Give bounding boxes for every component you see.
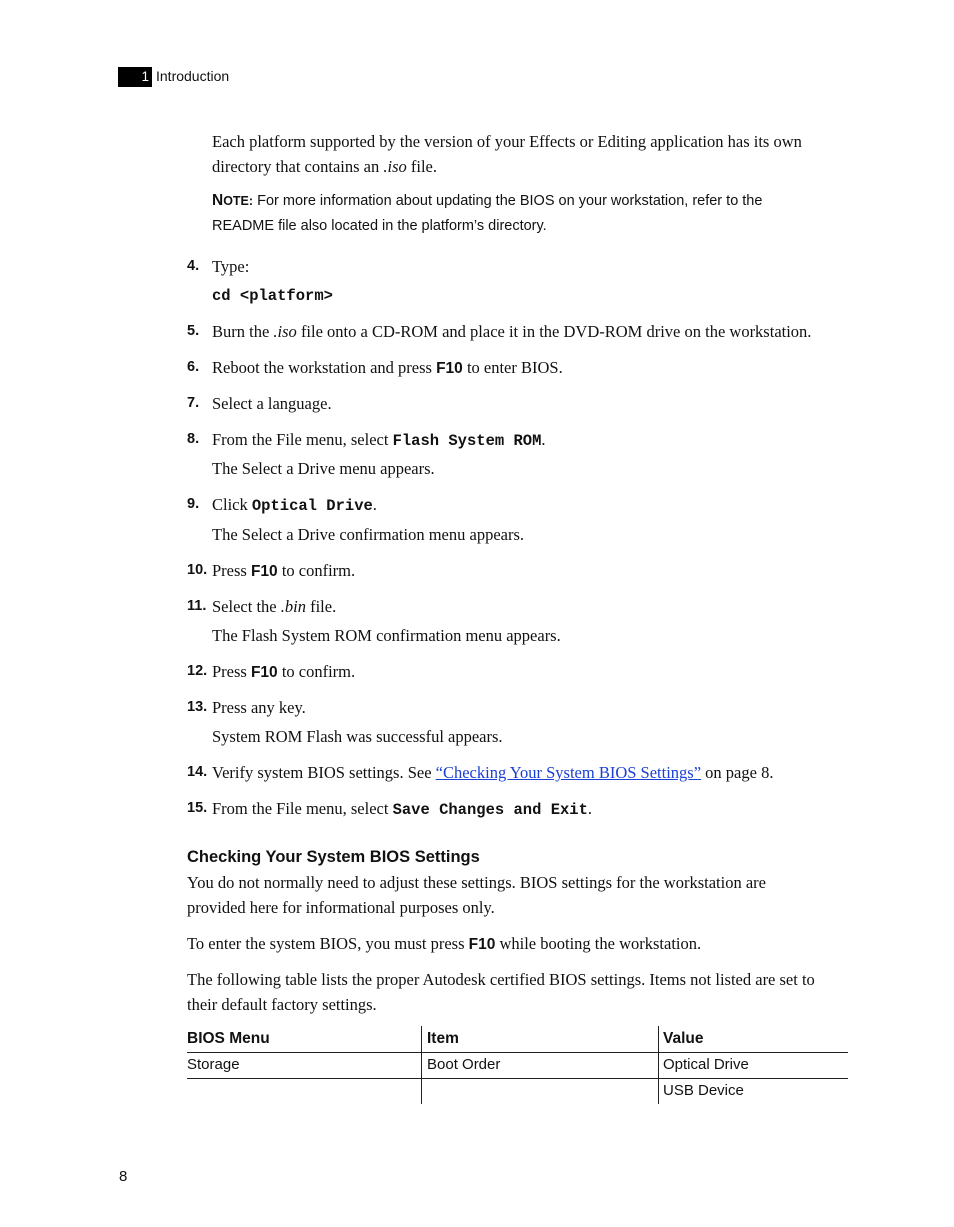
bin-extension: .bin — [280, 597, 306, 616]
intro-line-1: Each platform supported by the version of your Effects or Editing application has its own — [212, 132, 802, 151]
step-text: to confirm. — [277, 662, 356, 681]
table-cell: Optical Drive — [663, 1056, 749, 1073]
step-13-text: Press any key. — [212, 698, 306, 717]
step-9-text — [212, 492, 377, 519]
chapter-number: 1 — [141, 69, 149, 84]
paragraph-line: The following table lists the proper Autodesk certified BIOS settings. Items not listed are set to — [187, 970, 815, 989]
step-number: 13. — [187, 699, 208, 715]
note-line-1 — [212, 188, 762, 214]
intro-text-end: file. — [406, 157, 437, 176]
page-number: 8 — [119, 1168, 128, 1185]
step-number: 6. — [187, 359, 200, 375]
step-number: 9. — [187, 496, 200, 512]
paragraph-line: You do not normally need to adjust these settings. BIOS settings for the workstation are — [187, 873, 766, 892]
step-text: on page 8. — [701, 763, 774, 782]
step-10-text — [212, 558, 355, 584]
table-cell: Storage — [187, 1056, 240, 1073]
chapter-title: Introduction — [156, 68, 230, 84]
table-column-divider — [421, 1026, 422, 1104]
step-4-text: Type: — [212, 257, 250, 276]
key-f10: F10 — [250, 664, 278, 681]
table-header-value: Value — [663, 1030, 704, 1047]
key-f10: F10 — [250, 563, 278, 580]
step-text: to enter BIOS. — [462, 358, 563, 377]
table-cell: Boot Order — [427, 1056, 501, 1073]
step-11-text — [212, 594, 336, 619]
step-number: 14. — [187, 764, 208, 780]
note-line-2: README file also located in the platform’s directory. — [212, 218, 547, 234]
step-text: Press — [212, 561, 251, 580]
bios-settings-table — [187, 1026, 848, 1104]
table-header-bios-menu: BIOS Menu — [187, 1030, 270, 1047]
step-9-result: The Select a Drive confirmation menu appears. — [212, 525, 525, 544]
step-text: Click — [212, 495, 252, 514]
step-number: 11. — [187, 598, 207, 614]
step-text: Reboot the workstation and press — [212, 358, 437, 377]
step-text: Select the — [212, 597, 281, 616]
step-text: . — [372, 495, 377, 514]
step-text: file onto a CD-ROM and place it in the DVD-ROM drive on the workstation. — [296, 322, 812, 341]
step-13-result: System ROM Flash was successful appears. — [212, 727, 503, 746]
note-block — [212, 188, 762, 239]
step-8-text — [212, 427, 546, 454]
step-text: Press — [212, 662, 251, 681]
step-11-result: The Flash System ROM confirmation menu appears. — [212, 626, 561, 645]
step-4-command: cd <platform> — [212, 287, 333, 305]
step-8-result: The Select a Drive menu appears. — [212, 459, 435, 478]
intro-paragraph — [212, 129, 802, 179]
step-6-text — [212, 355, 563, 381]
step-number: 4. — [187, 258, 200, 274]
section-paragraph-1 — [187, 870, 766, 920]
note-label: OTE: — [223, 194, 254, 208]
step-text: to confirm. — [277, 561, 356, 580]
step-12-text — [212, 659, 355, 685]
paragraph-text: To enter the system BIOS, you must press — [187, 934, 469, 953]
section-paragraph-3 — [187, 967, 815, 1017]
key-f10: F10 — [436, 360, 463, 377]
step-7-text: Select a language. — [212, 394, 332, 413]
step-text: From the File menu, select — [212, 430, 393, 449]
table-rule — [187, 1078, 848, 1079]
menu-command: Flash System ROM — [392, 432, 542, 450]
intro-text: directory that contains an — [212, 157, 384, 176]
step-text: . — [587, 799, 593, 818]
intro-line-2 — [212, 154, 802, 179]
section-heading: Checking Your System BIOS Settings — [187, 848, 480, 866]
step-15-text — [212, 796, 592, 823]
step-5-text — [212, 319, 811, 344]
table-header-item: Item — [427, 1030, 459, 1047]
step-text: . — [541, 430, 546, 449]
iso-extension: .iso — [273, 322, 297, 341]
iso-extension: .iso — [383, 157, 407, 176]
bios-settings-link[interactable]: “Checking Your System BIOS Settings” — [435, 763, 702, 782]
step-number: 12. — [187, 663, 208, 679]
section-paragraph-2 — [187, 931, 701, 957]
note-text-1: For more information about updating the BIOS on your workstation, refer to the — [253, 193, 763, 209]
note-label-initial: N — [212, 192, 224, 209]
paragraph-line: provided here for informational purposes only. — [187, 898, 495, 917]
step-number: 15. — [187, 800, 208, 816]
step-number: 10. — [187, 562, 208, 578]
menu-command: Optical Drive — [251, 497, 373, 515]
chapter-number-box — [118, 67, 152, 87]
step-text: Verify system BIOS settings. See — [212, 763, 436, 782]
step-number: 7. — [187, 395, 200, 411]
menu-command: Save Changes and Exit — [392, 801, 588, 819]
step-14-text — [212, 760, 773, 785]
paragraph-line: their default factory settings. — [187, 995, 377, 1014]
step-number: 5. — [187, 323, 200, 339]
key-f10: F10 — [468, 936, 496, 953]
step-number: 8. — [187, 431, 200, 447]
step-text: Burn the — [212, 322, 274, 341]
step-text: file. — [305, 597, 337, 616]
step-text: From the File menu, select — [212, 799, 393, 818]
table-cell: USB Device — [663, 1082, 744, 1099]
paragraph-text: while booting the workstation. — [495, 934, 702, 953]
table-column-divider — [658, 1026, 659, 1104]
